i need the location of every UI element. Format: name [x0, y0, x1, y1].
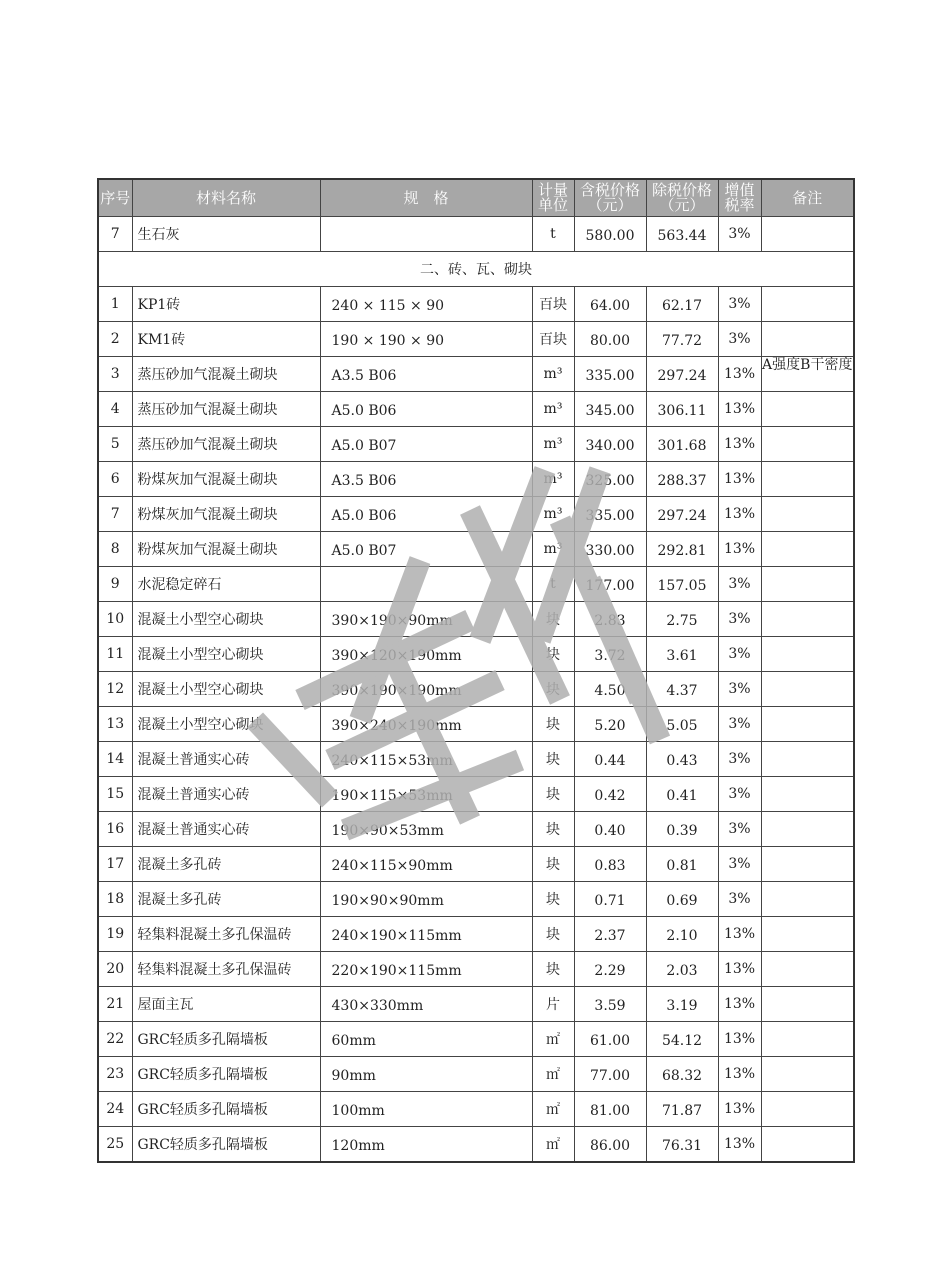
table-row — [98, 672, 854, 707]
cell-price-excl: 0.69 — [646, 882, 718, 917]
cell-price-incl: 64.00 — [574, 287, 646, 322]
cell-price-incl: 2.83 — [574, 602, 646, 637]
cell-price-excl: 301.68 — [646, 427, 718, 462]
cell-name: 混凝土多孔砖 — [132, 882, 320, 917]
cell-price-incl: 335.00 — [574, 497, 646, 532]
table-row — [98, 322, 854, 357]
cell-name: KP1砖 — [132, 287, 320, 322]
cell-price-incl: 580.00 — [574, 217, 646, 252]
table-body — [98, 217, 854, 1162]
table-row — [98, 882, 854, 917]
cell-note: A强度B干密度 — [761, 357, 854, 392]
cell-name: 生石灰 — [132, 217, 320, 252]
header-price-excl-line1: 除税价格 — [651, 181, 712, 199]
cell-name: 蒸压砂加气混凝土砌块 — [132, 392, 320, 427]
cell-unit: 块 — [532, 952, 574, 987]
table-row — [98, 847, 854, 882]
cell-spec: 120mm — [320, 1127, 532, 1162]
cell-rate: 13% — [718, 917, 761, 952]
cell-spec: A5.0 B07 — [320, 427, 532, 462]
cell-price-incl: 0.40 — [574, 812, 646, 847]
cell-name: GRC轻质多孔隔墙板 — [132, 1057, 320, 1092]
table-row — [98, 742, 854, 777]
section-row — [98, 252, 854, 287]
table-header — [98, 179, 854, 217]
cell-seq: 18 — [98, 882, 132, 917]
cell-name: 混凝土普通实心砖 — [132, 812, 320, 847]
cell-price-incl: 0.44 — [574, 742, 646, 777]
cell-name: 混凝土小型空心砌块 — [132, 672, 320, 707]
cell-unit: m³ — [532, 392, 574, 427]
cell-note — [761, 1092, 854, 1127]
cell-price-incl: 77.00 — [574, 1057, 646, 1092]
cell-price-incl: 325.00 — [574, 462, 646, 497]
cell-unit: 块 — [532, 707, 574, 742]
cell-name: KM1砖 — [132, 322, 320, 357]
cell-price-excl: 62.17 — [646, 287, 718, 322]
cell-seq: 23 — [98, 1057, 132, 1092]
cell-price-incl: 61.00 — [574, 1022, 646, 1057]
header-seq: 序号 — [98, 179, 132, 217]
cell-note — [761, 1022, 854, 1057]
cell-spec: A3.5 B06 — [320, 462, 532, 497]
cell-seq: 16 — [98, 812, 132, 847]
cell-unit: 块 — [532, 812, 574, 847]
cell-name: 蒸压砂加气混凝土砌块 — [132, 357, 320, 392]
cell-spec: 100mm — [320, 1092, 532, 1127]
cell-name: GRC轻质多孔隔墙板 — [132, 1022, 320, 1057]
cell-price-incl: 4.50 — [574, 672, 646, 707]
cell-rate: 13% — [718, 462, 761, 497]
cell-price-excl: 297.24 — [646, 497, 718, 532]
cell-name: 蒸压砂加气混凝土砌块 — [132, 427, 320, 462]
cell-price-incl: 5.20 — [574, 707, 646, 742]
cell-unit: 块 — [532, 672, 574, 707]
cell-note — [761, 567, 854, 602]
cell-spec: 90mm — [320, 1057, 532, 1092]
table-row — [98, 217, 854, 252]
cell-name: 混凝土小型空心砌块 — [132, 707, 320, 742]
cell-rate: 3% — [718, 637, 761, 672]
table-row — [98, 532, 854, 567]
cell-rate: 3% — [718, 812, 761, 847]
cell-note — [761, 392, 854, 427]
cell-price-excl: 3.61 — [646, 637, 718, 672]
cell-rate: 3% — [718, 567, 761, 602]
table-row — [98, 287, 854, 322]
cell-unit: ㎡ — [532, 1057, 574, 1092]
cell-name: 混凝土普通实心砖 — [132, 777, 320, 812]
cell-unit: 块 — [532, 847, 574, 882]
cell-spec: 190×90×53mm — [320, 812, 532, 847]
cell-price-excl: 4.37 — [646, 672, 718, 707]
cell-rate: 3% — [718, 707, 761, 742]
cell-note — [761, 777, 854, 812]
cell-spec: 190×115×53mm — [320, 777, 532, 812]
header-name: 材料名称 — [132, 179, 320, 217]
cell-note — [761, 847, 854, 882]
cell-rate: 3% — [718, 217, 761, 252]
cell-unit: 块 — [532, 777, 574, 812]
cell-note — [761, 287, 854, 322]
header-price-incl-line1: 含税价格 — [579, 181, 640, 199]
cell-rate: 3% — [718, 882, 761, 917]
cell-seq: 2 — [98, 322, 132, 357]
header-vat-line1: 增值 — [724, 181, 755, 199]
cell-name: 水泥稳定碎石 — [132, 567, 320, 602]
cell-seq: 22 — [98, 1022, 132, 1057]
cell-rate: 13% — [718, 532, 761, 567]
table-row — [98, 357, 854, 392]
cell-price-excl: 2.03 — [646, 952, 718, 987]
cell-seq: 24 — [98, 1092, 132, 1127]
cell-price-incl: 2.29 — [574, 952, 646, 987]
table-row — [98, 917, 854, 952]
table-row — [98, 952, 854, 987]
cell-spec: A5.0 B06 — [320, 497, 532, 532]
cell-price-incl: 340.00 — [574, 427, 646, 462]
cell-rate: 13% — [718, 427, 761, 462]
cell-price-incl: 81.00 — [574, 1092, 646, 1127]
cell-price-incl: 3.72 — [574, 637, 646, 672]
cell-price-excl: 5.05 — [646, 707, 718, 742]
cell-unit: ㎡ — [532, 1092, 574, 1127]
cell-seq: 15 — [98, 777, 132, 812]
cell-unit: 块 — [532, 917, 574, 952]
cell-spec: A5.0 B06 — [320, 392, 532, 427]
table-row — [98, 637, 854, 672]
cell-rate: 3% — [718, 322, 761, 357]
cell-spec: 190×90×90mm — [320, 882, 532, 917]
cell-seq: 17 — [98, 847, 132, 882]
cell-price-excl: 77.72 — [646, 322, 718, 357]
cell-rate: 13% — [718, 952, 761, 987]
cell-rate: 13% — [718, 1022, 761, 1057]
cell-price-incl: 0.42 — [574, 777, 646, 812]
section-title: 二、砖、瓦、砌块 — [98, 252, 854, 287]
cell-spec: 390×240×190mm — [320, 707, 532, 742]
cell-rate: 13% — [718, 1127, 761, 1162]
cell-note — [761, 1127, 854, 1162]
cell-price-incl: 177.00 — [574, 567, 646, 602]
cell-price-incl: 3.59 — [574, 987, 646, 1022]
cell-rate: 3% — [718, 287, 761, 322]
cell-note — [761, 427, 854, 462]
cell-price-incl: 330.00 — [574, 532, 646, 567]
cell-seq: 21 — [98, 987, 132, 1022]
cell-name: 混凝土小型空心砌块 — [132, 637, 320, 672]
cell-unit: 块 — [532, 637, 574, 672]
cell-note — [761, 322, 854, 357]
cell-unit: 百块 — [532, 287, 574, 322]
cell-seq: 7 — [98, 497, 132, 532]
cell-spec: 220×190×115mm — [320, 952, 532, 987]
cell-name: 粉煤灰加气混凝土砌块 — [132, 462, 320, 497]
table-row — [98, 567, 854, 602]
cell-seq: 5 — [98, 427, 132, 462]
cell-price-excl: 297.24 — [646, 357, 718, 392]
cell-name: 轻集料混凝土多孔保温砖 — [132, 917, 320, 952]
cell-spec — [320, 217, 532, 252]
cell-note — [761, 812, 854, 847]
cell-price-incl: 2.37 — [574, 917, 646, 952]
cell-seq: 25 — [98, 1127, 132, 1162]
cell-seq: 20 — [98, 952, 132, 987]
cell-price-excl: 306.11 — [646, 392, 718, 427]
cell-price-excl: 0.39 — [646, 812, 718, 847]
table-row — [98, 1057, 854, 1092]
table-row — [98, 1022, 854, 1057]
cell-seq: 8 — [98, 532, 132, 567]
price-table-container — [97, 178, 853, 1163]
cell-name: GRC轻质多孔隔墙板 — [132, 1092, 320, 1127]
cell-rate: 3% — [718, 777, 761, 812]
cell-seq: 13 — [98, 707, 132, 742]
cell-spec: 430×330mm — [320, 987, 532, 1022]
cell-note — [761, 217, 854, 252]
cell-unit: m³ — [532, 497, 574, 532]
header-unit-line2: 单位 — [537, 196, 568, 214]
table-row — [98, 1127, 854, 1162]
cell-unit: ㎡ — [532, 1127, 574, 1162]
material-price-table — [97, 178, 855, 1163]
cell-price-incl: 0.71 — [574, 882, 646, 917]
cell-unit: 块 — [532, 742, 574, 777]
cell-rate: 3% — [718, 742, 761, 777]
cell-unit: 块 — [532, 602, 574, 637]
cell-note — [761, 952, 854, 987]
cell-unit: ㎡ — [532, 1022, 574, 1057]
cell-price-excl: 76.31 — [646, 1127, 718, 1162]
table-row — [98, 392, 854, 427]
cell-name: 混凝土多孔砖 — [132, 847, 320, 882]
cell-note — [761, 637, 854, 672]
cell-seq: 9 — [98, 567, 132, 602]
cell-note — [761, 497, 854, 532]
cell-name: 混凝土普通实心砖 — [132, 742, 320, 777]
cell-price-excl: 0.41 — [646, 777, 718, 812]
cell-spec: 240×115×53mm — [320, 742, 532, 777]
cell-unit: t — [532, 567, 574, 602]
header-note: 备注 — [761, 179, 854, 217]
cell-name: 混凝土小型空心砌块 — [132, 602, 320, 637]
table-row — [98, 427, 854, 462]
header-price-excl-line2: （元） — [659, 196, 705, 214]
cell-seq: 6 — [98, 462, 132, 497]
cell-note — [761, 462, 854, 497]
cell-price-excl: 563.44 — [646, 217, 718, 252]
cell-price-excl: 292.81 — [646, 532, 718, 567]
table-row — [98, 777, 854, 812]
cell-spec — [320, 567, 532, 602]
cell-name: 屋面主瓦 — [132, 987, 320, 1022]
cell-rate: 13% — [718, 357, 761, 392]
cell-price-excl: 54.12 — [646, 1022, 718, 1057]
cell-name: GRC轻质多孔隔墙板 — [132, 1127, 320, 1162]
cell-spec: 240 × 115 × 90 — [320, 287, 532, 322]
cell-spec: 190 × 190 × 90 — [320, 322, 532, 357]
cell-unit: 百块 — [532, 322, 574, 357]
cell-unit: m³ — [532, 462, 574, 497]
cell-unit: 片 — [532, 987, 574, 1022]
cell-note — [761, 882, 854, 917]
header-vat-line2: 税率 — [724, 196, 755, 214]
cell-note — [761, 532, 854, 567]
cell-note — [761, 742, 854, 777]
cell-price-incl: 0.83 — [574, 847, 646, 882]
cell-price-incl: 80.00 — [574, 322, 646, 357]
cell-rate: 13% — [718, 1057, 761, 1092]
cell-note — [761, 987, 854, 1022]
cell-rate: 3% — [718, 672, 761, 707]
cell-price-excl: 0.43 — [646, 742, 718, 777]
cell-seq: 19 — [98, 917, 132, 952]
cell-rate: 3% — [718, 847, 761, 882]
header-row — [98, 179, 854, 217]
cell-rate: 13% — [718, 497, 761, 532]
cell-price-excl: 2.75 — [646, 602, 718, 637]
cell-spec: A3.5 B06 — [320, 357, 532, 392]
cell-seq: 11 — [98, 637, 132, 672]
cell-note — [761, 917, 854, 952]
cell-spec: 390×190×90mm — [320, 602, 532, 637]
cell-seq: 7 — [98, 217, 132, 252]
cell-name: 粉煤灰加气混凝土砌块 — [132, 532, 320, 567]
cell-spec: A5.0 B07 — [320, 532, 532, 567]
cell-unit: m³ — [532, 357, 574, 392]
header-unit-line1: 计量 — [537, 181, 568, 199]
cell-unit: 块 — [532, 882, 574, 917]
cell-price-excl: 2.10 — [646, 917, 718, 952]
cell-spec: 240×190×115mm — [320, 917, 532, 952]
cell-note — [761, 707, 854, 742]
table-row — [98, 602, 854, 637]
cell-rate: 3% — [718, 602, 761, 637]
cell-price-incl: 335.00 — [574, 357, 646, 392]
cell-seq: 10 — [98, 602, 132, 637]
table-row — [98, 497, 854, 532]
cell-seq: 3 — [98, 357, 132, 392]
cell-rate: 13% — [718, 392, 761, 427]
table-row — [98, 707, 854, 742]
header-price-incl-line2: （元） — [587, 196, 633, 214]
table-row — [98, 812, 854, 847]
cell-seq: 4 — [98, 392, 132, 427]
header-spec: 规 格 — [320, 179, 532, 217]
table-row — [98, 987, 854, 1022]
cell-note — [761, 1057, 854, 1092]
cell-price-incl: 345.00 — [574, 392, 646, 427]
cell-price-excl: 3.19 — [646, 987, 718, 1022]
header-price-incl-tax — [574, 179, 646, 217]
table-row — [98, 462, 854, 497]
table-row — [98, 1092, 854, 1127]
cell-seq: 14 — [98, 742, 132, 777]
cell-price-excl: 288.37 — [646, 462, 718, 497]
cell-unit: m³ — [532, 427, 574, 462]
cell-unit: t — [532, 217, 574, 252]
cell-price-incl: 86.00 — [574, 1127, 646, 1162]
cell-note — [761, 672, 854, 707]
cell-rate: 13% — [718, 987, 761, 1022]
cell-name: 轻集料混凝土多孔保温砖 — [132, 952, 320, 987]
cell-price-excl: 157.05 — [646, 567, 718, 602]
cell-spec: 390×120×190mm — [320, 637, 532, 672]
header-unit — [532, 179, 574, 217]
cell-price-excl: 68.32 — [646, 1057, 718, 1092]
cell-rate: 13% — [718, 1092, 761, 1127]
cell-note — [761, 602, 854, 637]
cell-price-excl: 71.87 — [646, 1092, 718, 1127]
cell-unit: m³ — [532, 532, 574, 567]
cell-seq: 1 — [98, 287, 132, 322]
cell-spec: 60mm — [320, 1022, 532, 1057]
cell-name: 粉煤灰加气混凝土砌块 — [132, 497, 320, 532]
cell-seq: 12 — [98, 672, 132, 707]
header-price-excl-tax — [646, 179, 718, 217]
header-vat-rate — [718, 179, 761, 217]
cell-price-excl: 0.81 — [646, 847, 718, 882]
cell-spec: 240×115×90mm — [320, 847, 532, 882]
cell-spec: 390×190×190mm — [320, 672, 532, 707]
